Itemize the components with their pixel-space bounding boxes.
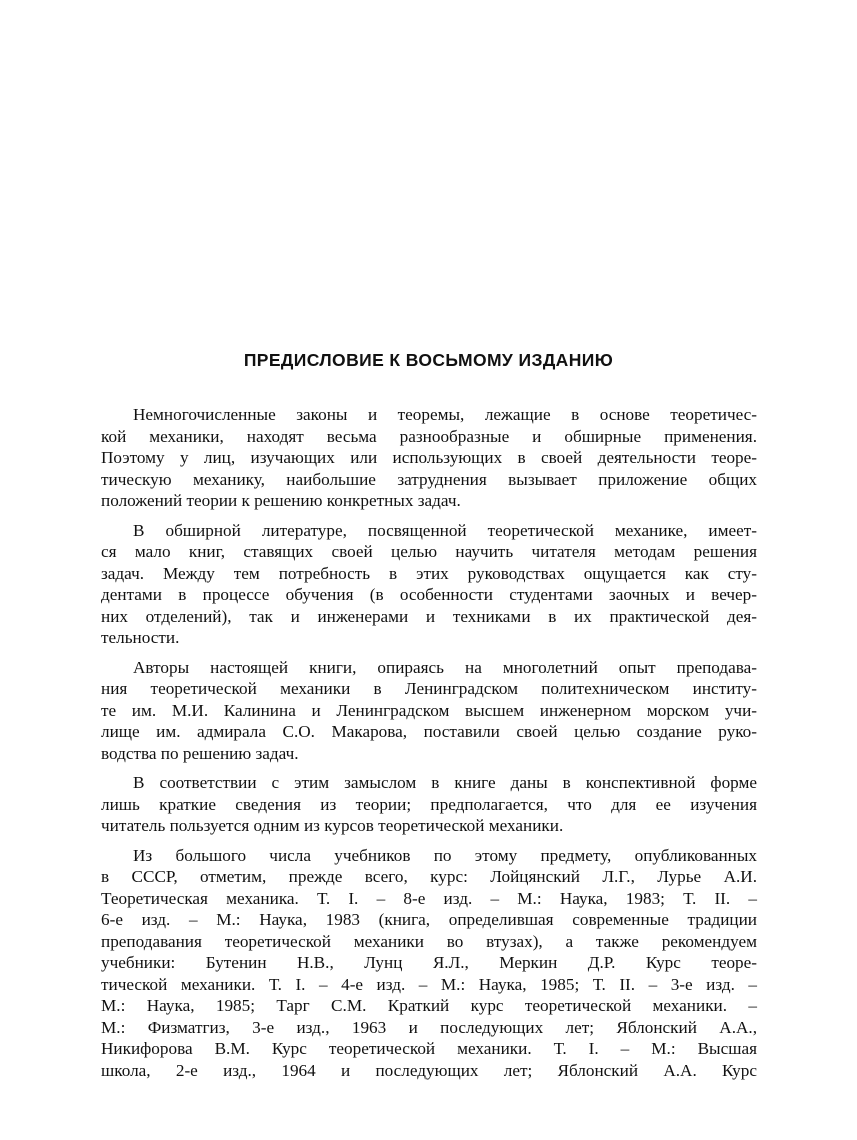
text-line: Из большого числа учебников по этому предмету, опубликованных — [133, 845, 757, 865]
text-line: положений теории к решению конкретных задач. — [101, 491, 461, 510]
text-line: Немногочисленные законы и теоремы, лежащие в основе теоретичес- — [133, 405, 757, 424]
text-line: школа, 2-е изд., 1964 и последующих лет; Яблонский А.А. Курс — [101, 1060, 757, 1080]
text-line: В соответствии с этим замыслом в книге даны в конспективной форме — [133, 773, 757, 792]
paragraph-3 — [101, 657, 757, 765]
text-line: тической механики. Т. I. – 4-е изд. – М.: Наука, 1985; Т. II. – 3-е изд. – — [101, 974, 757, 994]
paragraph-4 — [101, 772, 757, 837]
text-line: В обширной литературе, посвященной теоретической механике, имеет- — [133, 520, 757, 540]
text-line: ния теоретической механики в Ленинградском политехническом институ- — [101, 679, 757, 698]
paragraph-2 — [101, 520, 757, 649]
text-line: дентами в процессе обучения (в особенности студентами заочных и вечер- — [101, 585, 757, 604]
text-line: Теоретическая механика. Т. I. – 8-е изд. – М.: Наука, 1983; Т. II. – — [101, 888, 757, 908]
text-line: тическую механику, наибольшие затруднения вызывает приложение общих — [101, 469, 757, 489]
paragraph-1 — [101, 404, 757, 512]
text-line: Поэтому у лиц, изучающих или использующих в своей деятельности теоре- — [101, 448, 757, 467]
text-line: кой механики, находят весьма разнообразные и обширные применения. — [101, 426, 757, 446]
text-line: задач. Между тем потребность в этих руководствах ощущается как сту- — [101, 563, 757, 583]
page-title: ПРЕДИСЛОВИЕ К ВОСЬМОМУ ИЗДАНИЮ — [243, 350, 614, 370]
text-line: них отделений), так и инженерами и техниками в их практической дея- — [101, 606, 757, 626]
text-line: Никифорова В.М. Курс теоретической механики. Т. I. – М.: Высшая — [101, 1039, 757, 1058]
text-line: учебники: Бутенин Н.В., Лунц Я.Л., Меркин Д.Р. Курс теоре- — [101, 953, 757, 972]
text-line: в СССР, отметим, прежде всего, курс: Лойцянский Л.Г., Лурье А.И. — [101, 867, 757, 886]
text-line: ся мало книг, ставящих своей целью научить читателя методам решения — [101, 542, 757, 561]
text-line: 6-е изд. – М.: Наука, 1983 (книга, определившая современные традиции — [101, 910, 757, 929]
preface-text — [101, 404, 757, 1089]
text-line: М.: Физматгиз, 3-е изд., 1963 и последующих лет; Яблонский А.А., — [101, 1017, 757, 1037]
text-line: читатель пользуется одним из курсов теоретической механики. — [101, 816, 564, 835]
text-line: М.: Наука, 1985; Тарг С.М. Краткий курс теоретической механики. – — [101, 996, 757, 1015]
text-line: лишь краткие сведения из теории; предполагается, что для ее изучения — [101, 794, 757, 814]
text-line: водства по решению задач. — [101, 743, 299, 763]
text-line: лище им. адмирала С.О. Макарова, поставили своей целью создание руко- — [101, 722, 757, 741]
text-line: Авторы настоящей книги, опираясь на многолетний опыт преподава- — [133, 657, 757, 677]
paragraph-5 — [101, 845, 757, 1082]
text-line: те им. М.И. Калинина и Ленинградском высшем инженерном морском учи- — [101, 700, 757, 720]
text-line: тельности. — [101, 628, 180, 647]
text-line: преподавания теоретической механики во втузах), а также рекомендуем — [101, 931, 757, 951]
